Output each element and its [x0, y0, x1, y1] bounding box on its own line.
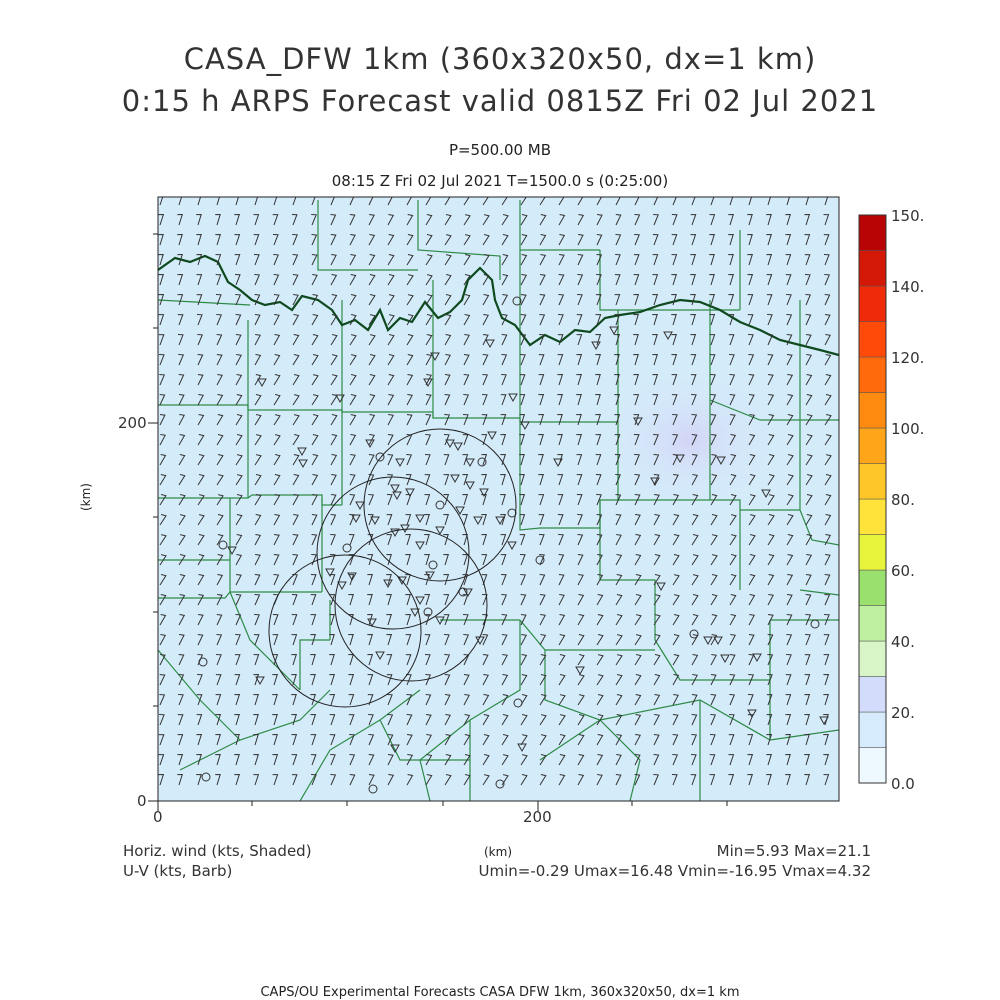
- x-axis-label: (km): [484, 845, 513, 859]
- colorbar-swatch: [859, 499, 886, 535]
- colorbar-swatch: [859, 606, 886, 642]
- colorbar-label: 60.: [891, 562, 915, 580]
- x-tick-0: 0: [153, 808, 163, 826]
- colorbar-swatch: [859, 322, 886, 358]
- colorbar-label: 100.: [891, 420, 925, 438]
- plot-title-line1: CASA_DFW 1km (360x320x50, dx=1 km): [183, 42, 817, 76]
- colorbar-label: 80.: [891, 491, 915, 509]
- colorbar: [859, 215, 886, 783]
- colorbar-swatch: [859, 357, 886, 393]
- field-caption: Horiz. wind (kts, Shaded): [123, 842, 312, 860]
- footer-credit: CAPS/OU Experimental Forecasts CASA DFW 1km, 360x320x50, dx=1 km: [260, 985, 740, 1000]
- plot-title-line2: 0:15 h ARPS Forecast valid 0815Z Fri 02 Jul 2021: [121, 84, 879, 118]
- colorbar-swatch: [859, 286, 886, 322]
- pressure-level-label: P=500.00 MB: [448, 141, 552, 159]
- colorbar-swatch: [859, 393, 886, 429]
- wind-max-region: [600, 370, 780, 510]
- colorbar-label: 140.: [891, 278, 925, 296]
- y-tick-200: 200: [118, 414, 147, 432]
- colorbar-swatch: [859, 570, 886, 606]
- colorbar-swatch: [859, 748, 886, 784]
- colorbar-label: 0.0: [891, 775, 915, 793]
- colorbar-swatch: [859, 677, 886, 713]
- barb-caption: U-V (kts, Barb): [123, 862, 233, 880]
- x-tick-200: 200: [523, 808, 552, 826]
- valid-time-label: 08:15 Z Fri 02 Jul 2021 T=1500.0 s (0:25:00): [331, 172, 669, 190]
- colorbar-label: 20.: [891, 704, 915, 722]
- colorbar-swatch: [859, 428, 886, 464]
- colorbar-label: 120.: [891, 349, 925, 367]
- colorbar-swatch: [859, 535, 886, 571]
- colorbar-swatch: [859, 464, 886, 500]
- colorbar-label: 40.: [891, 633, 915, 651]
- y-tick-0: 0: [137, 792, 147, 810]
- colorbar-swatch: [859, 215, 886, 251]
- y-axis-label: (km): [79, 482, 94, 512]
- uv-min-max: Umin=-0.29 Umax=16.48 Vmin=-16.95 Vmax=4.32: [478, 862, 871, 880]
- field-min-max: Min=5.93 Max=21.1: [716, 842, 871, 860]
- colorbar-swatch: [859, 251, 886, 287]
- colorbar-swatch: [859, 712, 886, 748]
- colorbar-label: 150.: [891, 207, 925, 225]
- colorbar-swatch: [859, 641, 886, 677]
